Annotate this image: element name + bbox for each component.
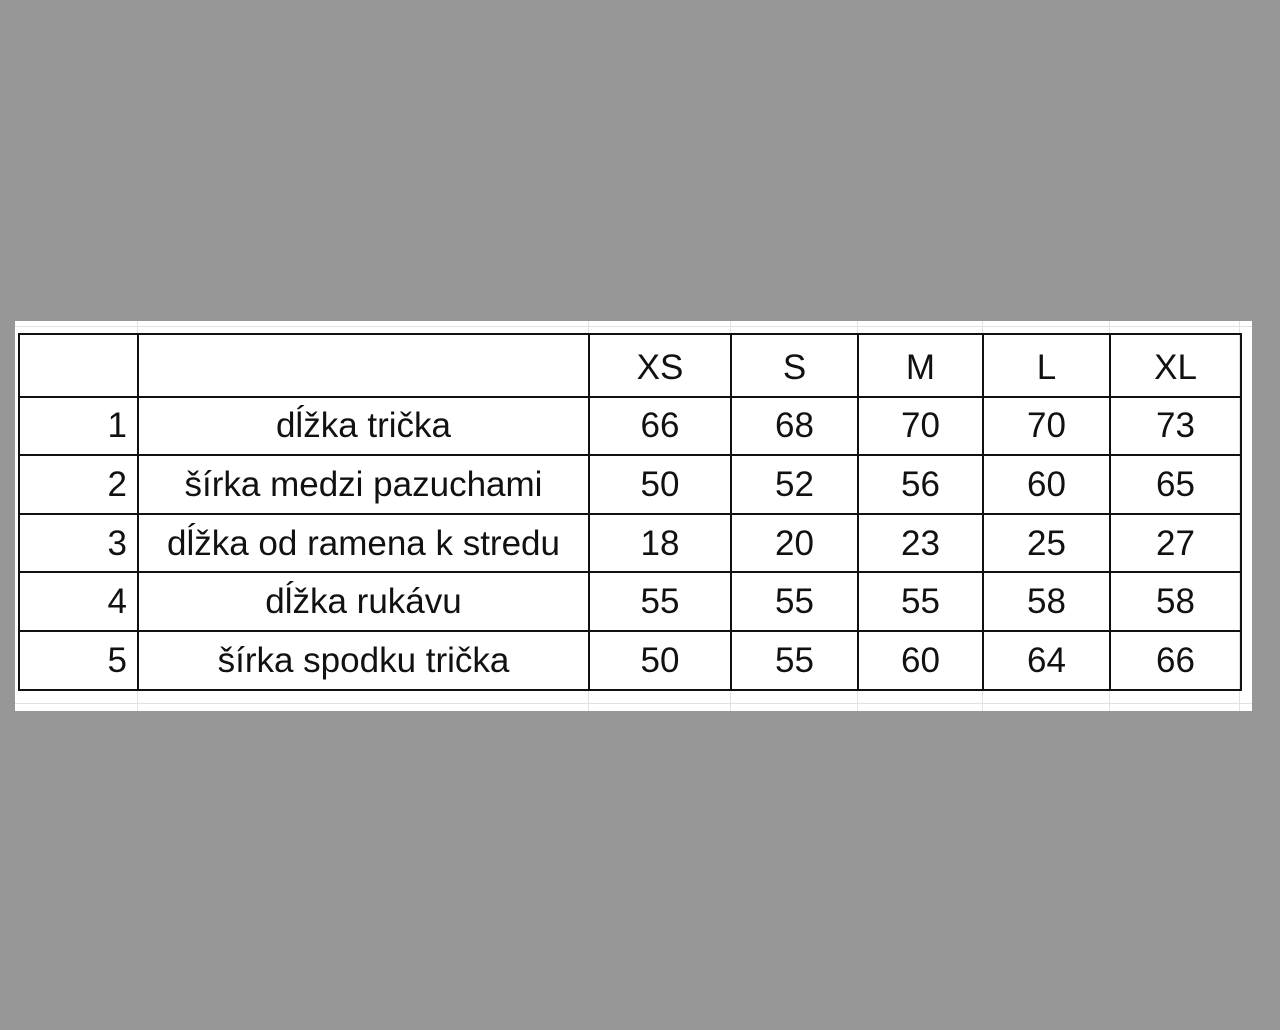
value-cell[interactable]: 50 xyxy=(589,455,731,514)
value-cell[interactable]: 50 xyxy=(589,631,731,690)
value-cell[interactable]: 68 xyxy=(731,397,858,456)
value-cell[interactable]: 58 xyxy=(983,572,1110,631)
value-cell[interactable]: 60 xyxy=(858,631,983,690)
value-cell[interactable]: 27 xyxy=(1110,514,1241,573)
row-label-cell[interactable]: dĺžka od ramena k stredu xyxy=(138,514,589,573)
value-cell[interactable]: 70 xyxy=(983,397,1110,456)
header-size-l[interactable]: L xyxy=(983,334,1110,397)
value-cell[interactable]: 70 xyxy=(858,397,983,456)
row-label-cell[interactable]: dĺžka rukávu xyxy=(138,572,589,631)
value-cell[interactable]: 20 xyxy=(731,514,858,573)
header-size-s[interactable]: S xyxy=(731,334,858,397)
table-row xyxy=(19,455,1241,514)
value-cell[interactable]: 23 xyxy=(858,514,983,573)
value-cell[interactable]: 18 xyxy=(589,514,731,573)
row-label-cell[interactable]: dĺžka trička xyxy=(138,397,589,456)
gridline xyxy=(15,326,1252,327)
header-description-cell[interactable] xyxy=(138,334,589,397)
value-cell[interactable]: 73 xyxy=(1110,397,1241,456)
row-index-cell[interactable]: 5 xyxy=(19,631,138,690)
value-cell[interactable]: 55 xyxy=(858,572,983,631)
row-index-cell[interactable]: 3 xyxy=(19,514,138,573)
value-cell[interactable]: 55 xyxy=(589,572,731,631)
value-cell[interactable]: 66 xyxy=(1110,631,1241,690)
value-cell[interactable]: 55 xyxy=(731,572,858,631)
table-row xyxy=(19,397,1241,456)
spreadsheet-area xyxy=(15,321,1252,711)
value-cell[interactable]: 65 xyxy=(1110,455,1241,514)
gridline xyxy=(15,703,1252,704)
value-cell[interactable]: 60 xyxy=(983,455,1110,514)
row-index-cell[interactable]: 2 xyxy=(19,455,138,514)
value-cell[interactable]: 55 xyxy=(731,631,858,690)
value-cell[interactable]: 52 xyxy=(731,455,858,514)
header-index-cell[interactable] xyxy=(19,334,138,397)
table-row xyxy=(19,631,1241,690)
value-cell[interactable]: 64 xyxy=(983,631,1110,690)
row-label-cell[interactable]: šírka spodku trička xyxy=(138,631,589,690)
value-cell[interactable]: 25 xyxy=(983,514,1110,573)
row-index-cell[interactable]: 4 xyxy=(19,572,138,631)
header-row xyxy=(19,334,1241,397)
value-cell[interactable]: 66 xyxy=(589,397,731,456)
table-row xyxy=(19,572,1241,631)
row-index-cell[interactable]: 1 xyxy=(19,397,138,456)
row-label-cell[interactable]: šírka medzi pazuchami xyxy=(138,455,589,514)
value-cell[interactable]: 56 xyxy=(858,455,983,514)
header-size-xs[interactable]: XS xyxy=(589,334,731,397)
header-size-m[interactable]: M xyxy=(858,334,983,397)
size-chart-table xyxy=(18,333,1242,691)
header-size-xl[interactable]: XL xyxy=(1110,334,1241,397)
value-cell[interactable]: 58 xyxy=(1110,572,1241,631)
table-row xyxy=(19,514,1241,573)
